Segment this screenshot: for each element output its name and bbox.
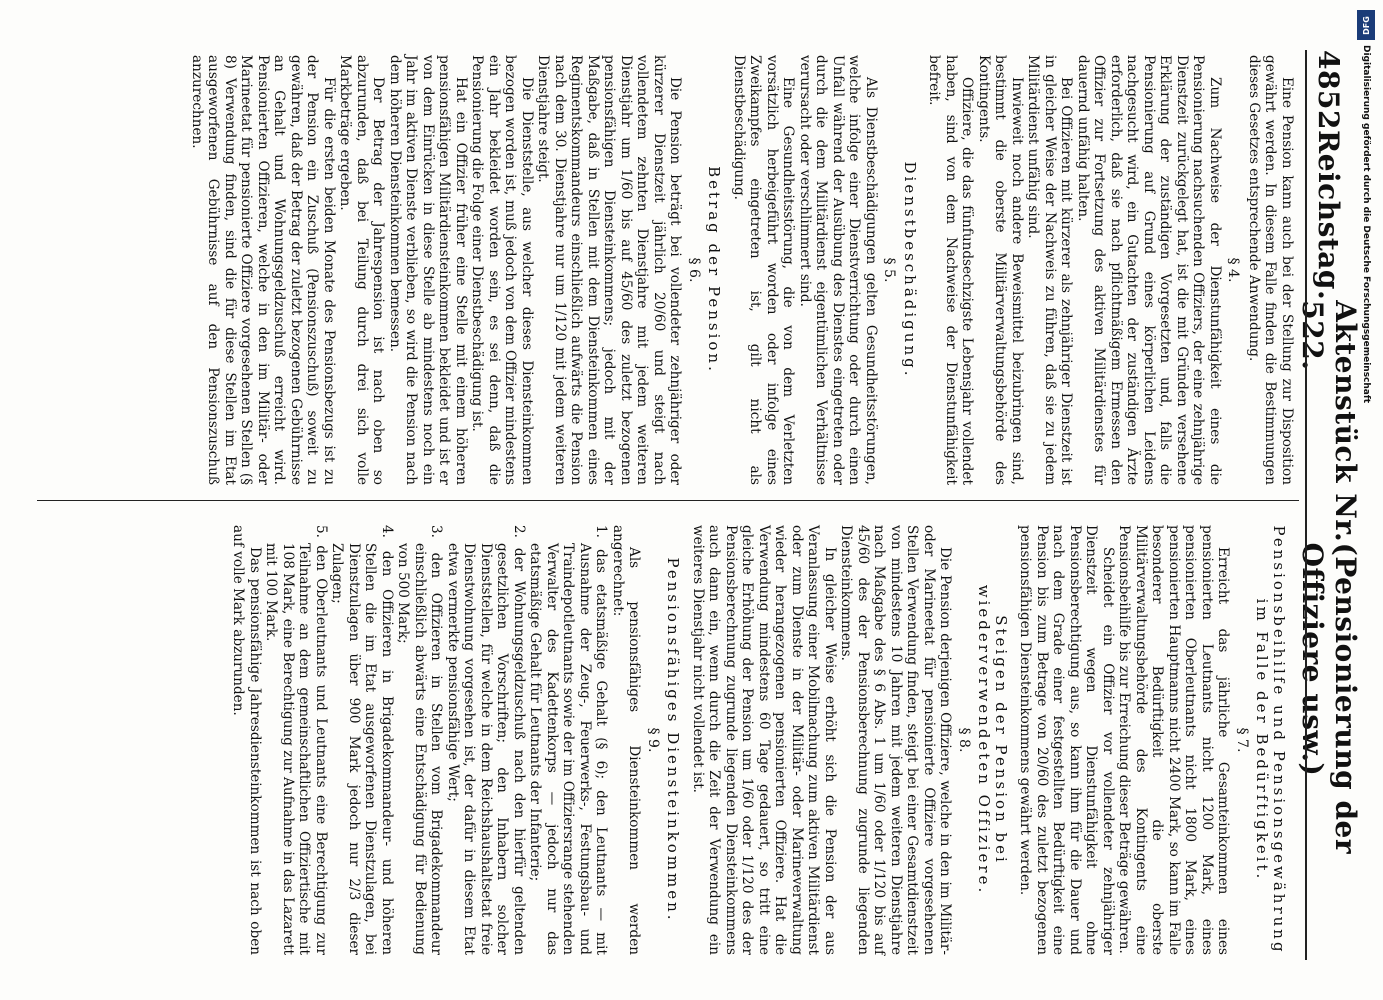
- section-number: § 9.: [644, 727, 661, 753]
- section-number: § 4.: [1225, 257, 1241, 283]
- paragraph: Als pensionsfähiges Diensteinkommen werden angerechnet:: [609, 525, 642, 955]
- left-column: [188, 55, 1295, 485]
- digitization-note-text: Digitalisierung gefördert durch die Deutsche Forschungsgemeinschaft: [1361, 45, 1371, 404]
- dfg-logo: DFG: [1357, 10, 1375, 40]
- paragraph: Erreicht das jährliche Gesamteinkommen eines pensionierten Leutnants nicht 1200 Mark, eines pensionierten Oberleutnants nicht 1800 Mark, eines pensionierten Hauptmanns nicht 2400 Mark, so kann im Falle besonderer Bedürftigkeit die oberste Militärverwaltungsbehörde des Kontingents eine Pensionsbeihilfe bis zur Erreichung dieser Beträge gewähren.: [1116, 525, 1231, 955]
- header-center-title: Aktenstück Nr. 522.: [1295, 300, 1362, 543]
- paragraph: Für die ersten beiden Monate des Pensionsbezugs ist zu der Pension ein Zuschuß (Pensionszuschuß) soweit zu gewähren, daß der Betrag der zuletzt bezogenen Gebührnisse an Gehalt und Wohnungsgeldzuschuß erreicht wird. Pensionierten Offizieren, welche in den im Militär- oder Marineetat für pensionierte Offiziere vorgesehenen Stellen (§ 8) Verwendung finden, sind die für diese Stellen im Etat ausgeworfenen Gebührnisse auf den Pensionszuschuß anzurechnen.: [188, 55, 337, 485]
- list-item: 3. den Offizieren in Stellen vom Brigadekommandeur einschließlich abwärts eine Entschädigung für Bedienung von 500 Mark;: [395, 525, 444, 955]
- section-number: § 7.: [1233, 727, 1250, 753]
- paragraph: Scheidet ein Offizier vor vollendeter zehnjähriger Dienstzeit wegen Dienstunfähigkeit ohne Pensionsberechtigung aus, so kann ihm für die Dauer und nach dem Grade einer festgestellten Bedürftigkeit eine Pension bis zum Betrage von 20/60 des zuletzt bezogenen pensionsfähigen Diensteinkommens gewährt werden.: [1017, 525, 1116, 955]
- section-heading: Betrag der Pension.: [705, 166, 723, 374]
- section-heading: Steigen der Pension bei wiederverwendeten Offiziere.: [975, 584, 1010, 896]
- paragraph: Bei Offizieren mit kürzerer als zehnjähriger Dienstzeit ist in gleicher Weise der Nachweis zu führen, daß sie zu jedem Militärdienst unfähig sind.: [1025, 55, 1074, 485]
- column-divider: [37, 500, 1299, 501]
- list-item: 2. der Wohnungsgeldzuschuß nach den hierfür geltenden gesetzlichen Vorschriften; den Inhabern solcher Dienststellen, für welche in dem Reichshaushaltsetat freie Dienstwohnung vorgesehen ist, der dafür in diesem Etat etwa vermerkte pensionsfähige Wert;: [444, 525, 527, 955]
- list-item: 1. das etatsmäßige Gehalt (§ 6); den Leutnants — mit Ausnahme der Zeug-, Feuerwerks-, Festungsbau- und Traindepotleutnants sowie der im Offiziersrange stehenden Verwalter des Kadettenkorps — jedoch nur das etatsmäßige Gehalt für Leutnants der Infanterie;: [527, 525, 609, 955]
- paragraph: Offiziere, die das fünfundsechzigste Lebensjahr vollendet haben, sind von dem Nachweise der Dienstunfähigkeit befreit.: [926, 55, 975, 485]
- header-left-title: Reichstag.: [1312, 129, 1345, 301]
- header-right-title: (Pensionierung der Offiziere usw.): [1295, 542, 1362, 855]
- section-number: § 6.: [685, 257, 702, 283]
- section-heading: Pensionsfähiges Diensteinkommen.: [664, 557, 682, 923]
- paragraph: Der Betrag der Jahrespension ist nach oben so abzurunden, daß bei Teilung durch drei sich volle Markbeträge ergeben.: [337, 55, 386, 485]
- paragraph: Eine Pension kann auch bei der Stellung zur Disposition gewährt werden. In diesem Falle finden die Bestimmungen dieses Gesetzes entsprechende Anwendung.: [1245, 55, 1295, 485]
- section-heading: Dienstbeschädigung.: [900, 161, 919, 379]
- paragraph: Zum Nachweise der Dienstunfähigkeit eines die Pensionierung nachsuchenden Offiziers, der eine zehnjährige Dienstzeit zurückgelegt hat, ist die mit Gründen versehene Erklärung der zuständigen Vorgesetzten und, falls die Pensionierung auf Grund eines körperlichen Leidens nachgesucht wird, ein Gutachten der zuständigen Ärzte erforderlich, daß sie nach pflichtmäßigem Ermessen den Offizier zur Fortsetzung des aktiven Militärdienstes für dauernd unfähig halten.: [1074, 55, 1223, 485]
- paragraph: Das pensionsfähige Jahresdiensteinkommen ist nach oben auf volle Mark abzurunden.: [230, 525, 263, 955]
- right-column: [230, 525, 1295, 955]
- section-heading: Pensionsbeihilfe und Pensionsgewährung im Falle der Bedürftigkeit.: [1253, 525, 1288, 955]
- paragraph: Hat ein Offizier früher eine Stelle mit einem höheren pensionsfähigen Militärdiensteinkommen bekleidet und ist er von dem Einrücken in diese Stelle ab mindestens noch ein Jahr im aktiven Dienste verblieben, so wird die Pension nach dem höheren Diensteinkommen bemessen.: [386, 55, 469, 485]
- page-header: [1295, 50, 1362, 960]
- section-number: § 8.: [955, 727, 972, 753]
- page-number: 4852: [1312, 50, 1345, 130]
- paragraph: Die Pension derjenigen Offiziere, welche in den im Militär- oder Marineetat für pensionierte Offiziere vorgesehenen Stellen Verwendung finden, steigt bei einer Gesamtdienstzeit von mindestens 10 Jahren mit jedem weiteren Dienstjahre nach Maßgabe des § 6 Abs. 1 um 1/60 oder 1/120 bis auf 45/60 des der Pensionsberechnung zugrunde liegenden Diensteinkommens.: [838, 525, 953, 955]
- digitization-note: [1354, 45, 1378, 975]
- rotated-page-content: [27, 10, 1362, 990]
- list-item: 4. den Offizieren in Brigadekommandeur- und höheren Stellen die im Etat ausgeworfenen Dienstzulagen, bei Dienstzulagen über 900 Mark jedoch nur 2/3 dieser Zulagen;: [329, 525, 395, 955]
- paragraph: Inwieweit noch andere Beweismittel beizubringen sind, bestimmt die oberste Militärverwaltungsbehörde des Kontingents.: [975, 55, 1025, 485]
- list-item: 5. den Oberleutnants und Leutnants eine Berechtigung zur Teilnahme an dem gemeinschaftlichen Offiziertische mit 108 Mark, eine Berechtigung zur Aufnahme in das Lazarett mit 100 Mark.: [263, 525, 329, 955]
- paragraph: Als Dienstbeschädigungen gelten Gesundheitsstörungen, welche infolge einer Dienstverrichtung oder durch einen Unfall während der Ausübung des Dienstes eingetreten oder durch die dem Militärdienst eigentümlichen Verhältnisse verursacht oder verschlimmert sind.: [796, 55, 879, 485]
- paragraph: Die Pension beträgt bei vollendeter zehnjähriger oder kürzerer Dienstzeit jährlich 20/60 und steigt nach vollendetem zehnten Dienstjahre mit jedem weiteren Dienstjahr um 1/60 bis auf 45/60 des zuletzt bezogenen pensionsfähigen Diensteinkommens; jedoch mit der Maßgabe, daß in Stellen mit dem Diensteinkommen eines Regimentskommandeurs einschließlich aufwärts die Pension nach dem 30. Dienstjahre nur um 1/120 mit jedem weiteren Dienstjahre steigt.: [535, 55, 683, 485]
- paragraph: In gleicher Weise erhöht sich die Pension der aus Veranlassung einer Mobilmachung zum aktiven Militärdienst oder zum Dienste in der Militär- oder Marineverwaltung wieder herangezogenen pensionierten Offiziere. Hat die Verwendung mindestens 60 Tage gedauert, so tritt eine gleiche Erhöhung der Pension um 1/60 oder 1/120 des der Pensionsberechnung zugrunde liegenden Diensteinkommens auch dann ein, wenn durch die Zeit der Verwendung ein weiteres Dienstjahr nicht vollendet ist.: [689, 525, 838, 955]
- paragraph: Die Dienststelle, aus welcher dieses Diensteinkommen bezogen worden ist, muß jedoch von dem Offizier mindestens ein Jahr bekleidet worden sein, es sei denn, daß die Pensionierung die Folge einer Dienstbeschädigung ist.: [469, 55, 535, 485]
- section-number: § 5.: [881, 257, 897, 283]
- header-rule: [1305, 50, 1307, 960]
- paragraph: Eine Gesundheitsstörung, die von dem Verletzten vorsätzlich herbeigeführt worden oder infolge eines Zweikampfes eingetreten ist, gilt nicht als Dienstbeschädigung.: [730, 55, 796, 485]
